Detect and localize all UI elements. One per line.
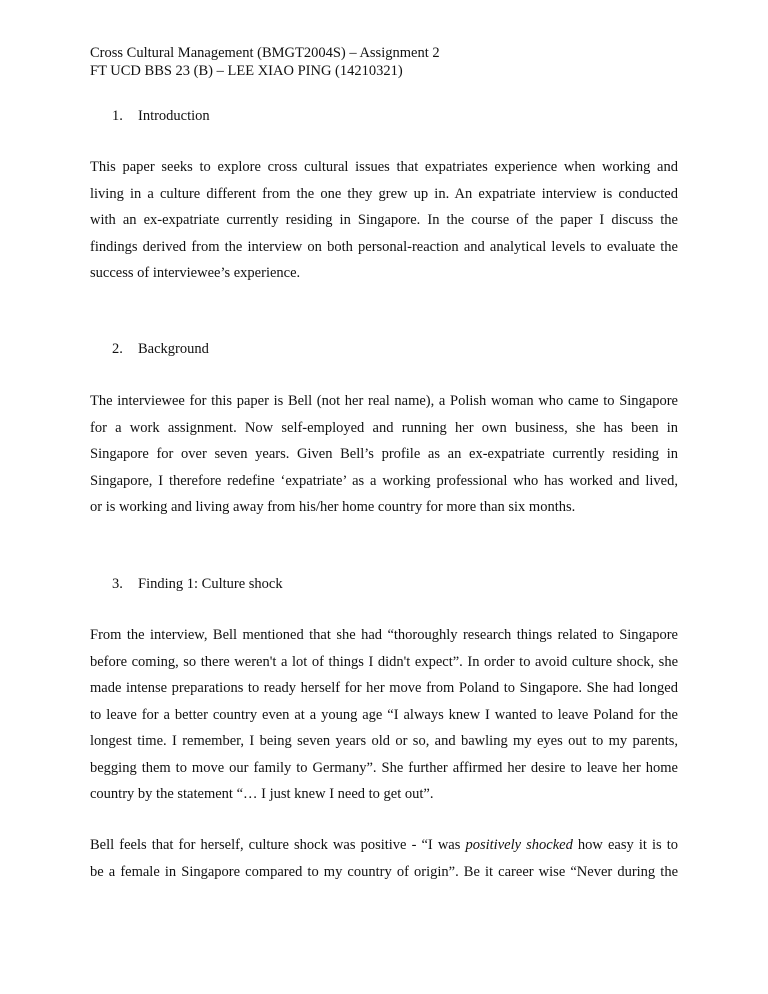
text-line: to leave for a better country even at a young age “I always knew I wanted to leave Poland for the bbox=[90, 706, 678, 723]
text-line: begging them to move our family to Germany”. She further affirmed her desire to leave her home bbox=[90, 759, 678, 776]
header-course-line: Cross Cultural Management (BMGT2004S) – Assignment 2 bbox=[90, 45, 440, 61]
text-line: success of interviewee’s experience. bbox=[90, 265, 301, 281]
paragraph-culture-shock-1 bbox=[90, 622, 678, 808]
section-title: Finding 1: Culture shock bbox=[138, 576, 283, 592]
section-title: Introduction bbox=[138, 108, 210, 124]
header-student-line: FT UCD BBS 23 (B) – LEE XIAO PING (14210321) bbox=[90, 63, 403, 79]
section-heading-introduction bbox=[112, 107, 210, 125]
text-line: living in a culture different from the one they grew up in. An expatriate interview is conducted bbox=[90, 185, 678, 202]
text-line: The interviewee for this paper is Bell (not her real name), a Polish woman who came to Singapore bbox=[90, 393, 678, 409]
section-number: 2. bbox=[112, 341, 123, 357]
text-line: Singapore for over seven years. Given Bell’s profile as an ex-expatriate currently residing in bbox=[90, 446, 678, 462]
section-number: 1. bbox=[112, 108, 123, 124]
section-title: Background bbox=[138, 341, 209, 357]
section-heading-culture-shock bbox=[112, 575, 283, 593]
paragraph-introduction bbox=[90, 154, 678, 287]
section-number: 3. bbox=[112, 576, 123, 592]
text-line: This paper seeks to explore cross cultural issues that expatriates experience when working and bbox=[90, 159, 678, 175]
text-line: with an ex-expatriate currently residing in Singapore. In the course of the paper I discuss the bbox=[90, 212, 678, 228]
text-line: findings derived from the interview on both personal-reaction and analytical levels to evaluate the bbox=[90, 238, 678, 255]
text-line-with-emphasis: Bell feels that for herself, culture shock was positive - “I was positively shocked how easy it is to bbox=[90, 837, 678, 853]
text-line: country by the statement “… I just knew I need to get out”. bbox=[90, 786, 434, 802]
paragraph-culture-shock-2 bbox=[90, 832, 678, 885]
text-line: or is working and living away from his/her home country for more than six months. bbox=[90, 499, 576, 515]
text-line: before coming, so there weren't a lot of things I didn't expect”. In order to avoid culture shock, she bbox=[90, 653, 678, 670]
text-line: longest time. I remember, I being seven years old or so, and bawling my eyes out to my parents, bbox=[90, 733, 678, 749]
text-line: From the interview, Bell mentioned that she had “thoroughly research things related to Singapore bbox=[90, 627, 678, 643]
text-line: Singapore, I therefore redefine ‘expatriate’ as a working professional who has worked and lived, bbox=[90, 472, 678, 489]
text-line: be a female in Singapore compared to my country of origin”. Be it career wise “Never during the bbox=[90, 863, 678, 880]
text-line: made intense preparations to ready herself for her move from Poland to Singapore. She had longed bbox=[90, 680, 678, 696]
text-line: for a work assignment. Now self-employed and running her own business, she has been in bbox=[90, 419, 678, 436]
section-heading-background bbox=[112, 340, 209, 358]
paragraph-background bbox=[90, 388, 678, 521]
emphasized-text: positively shocked bbox=[465, 837, 573, 853]
